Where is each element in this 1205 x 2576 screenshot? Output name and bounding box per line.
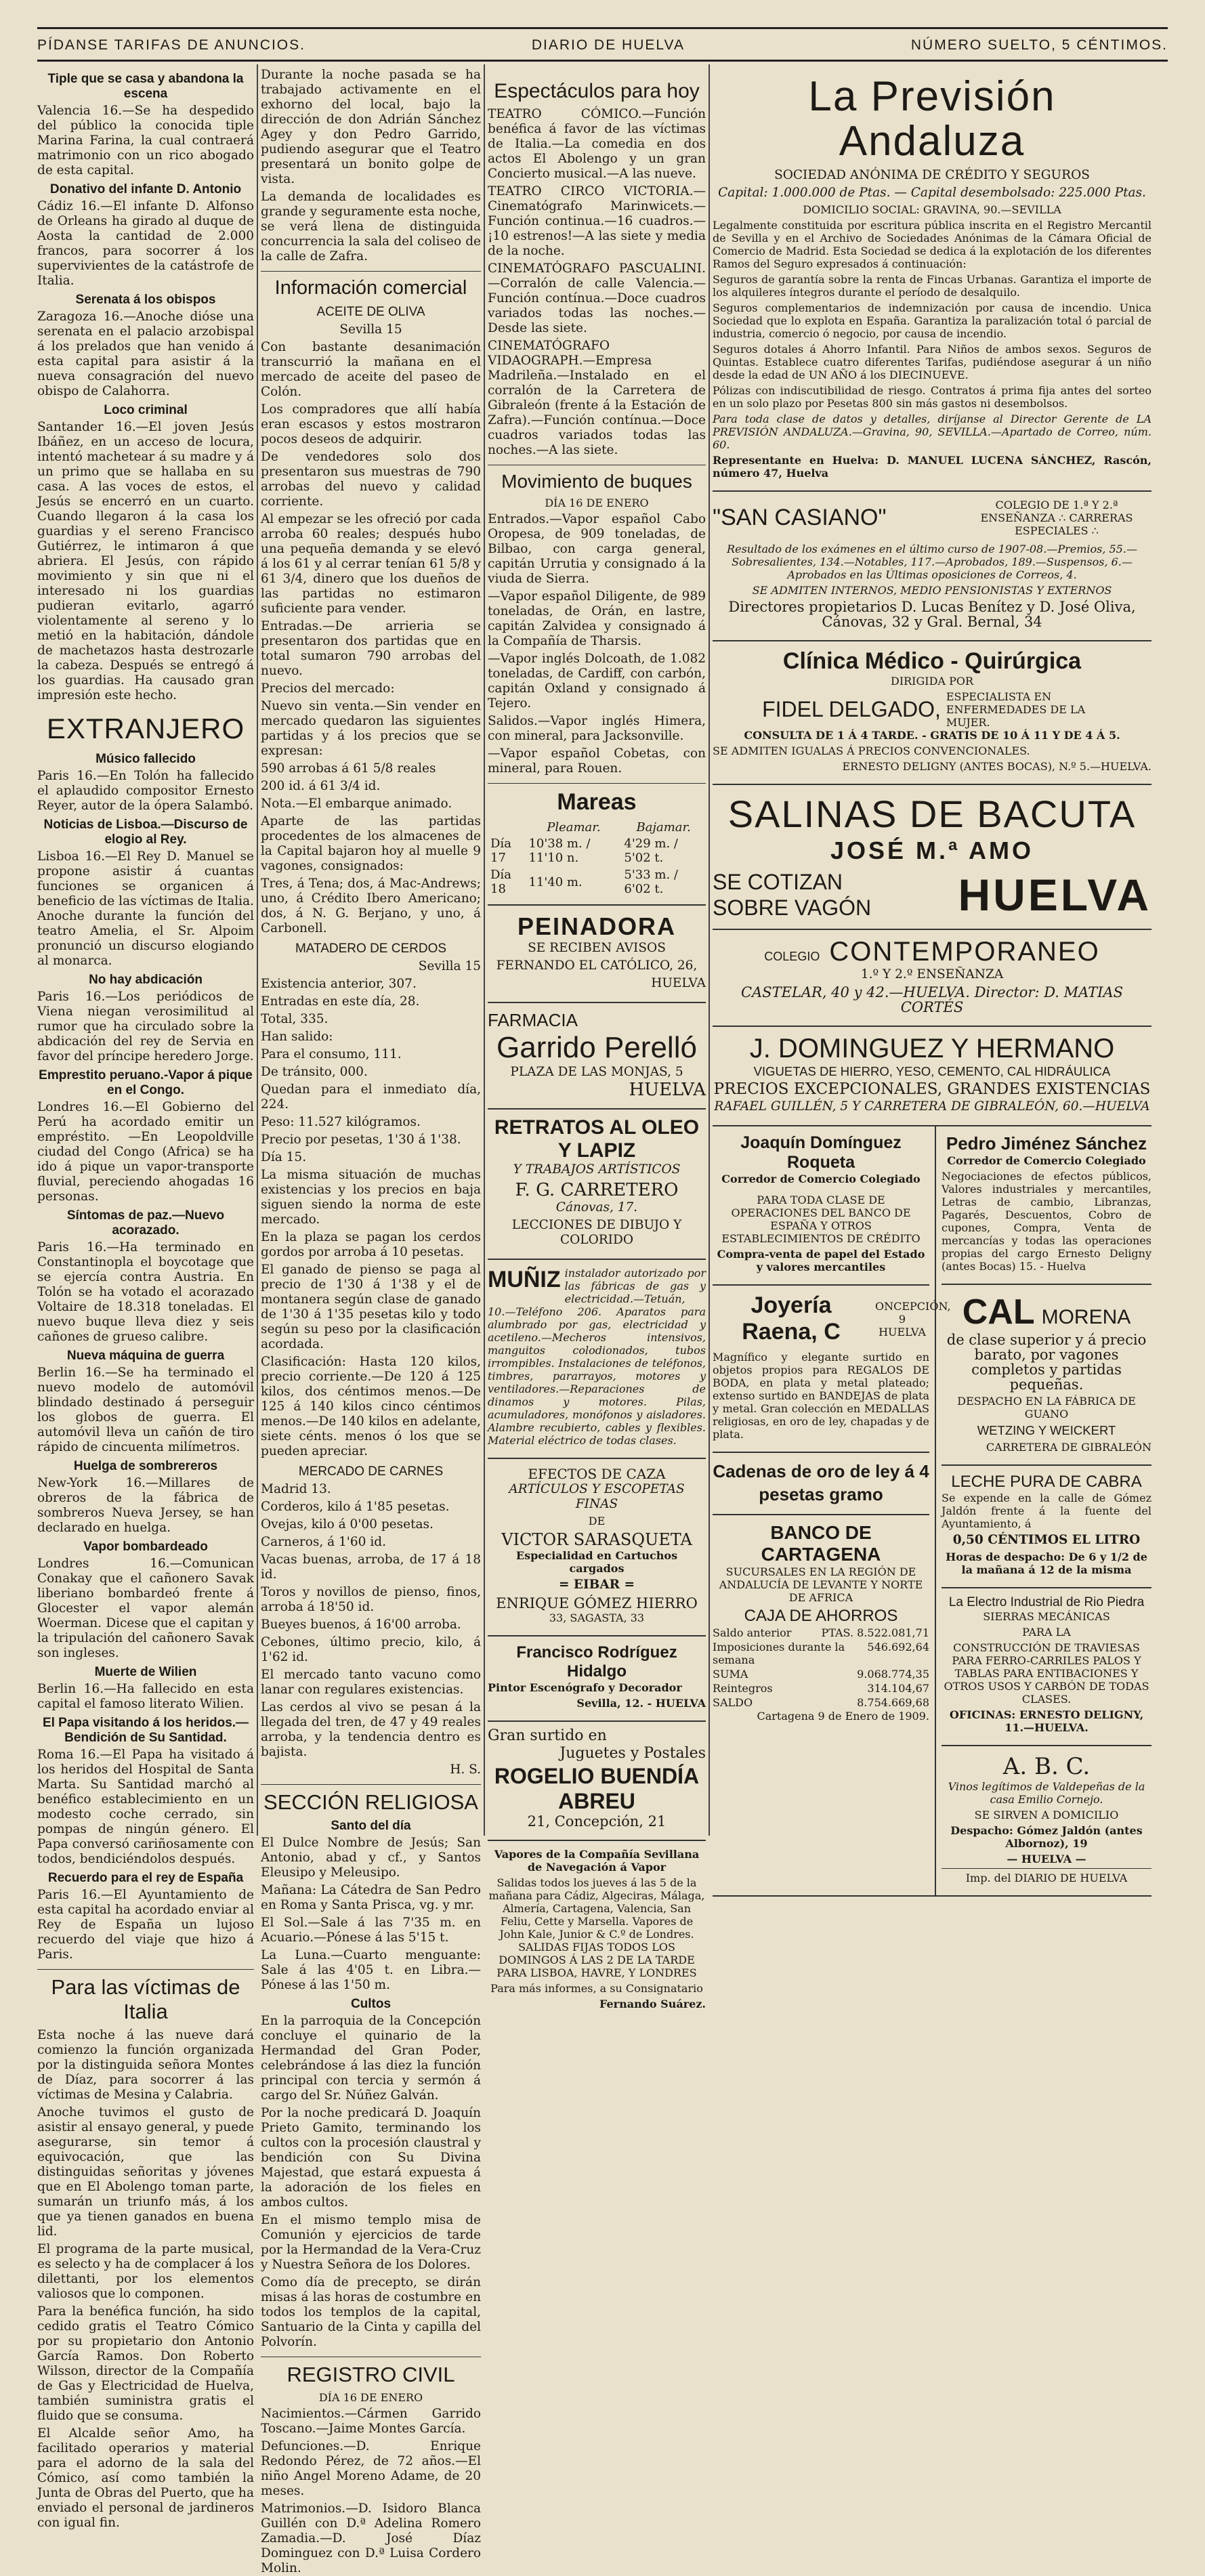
news-headline: Síntomas de paz.—Nuevo acorazado. bbox=[66, 1208, 225, 1238]
joyeria-num: ONCEPCIÓN, 9 HUELVA bbox=[875, 1299, 951, 1338]
paragraph: La misma situación de muchas existencias y los precios en baja siguen siendo la norma de este mercado. bbox=[261, 1168, 481, 1227]
banco-row bbox=[713, 1626, 929, 1640]
italia-title: Para las víctimas de Italia bbox=[37, 1969, 254, 2024]
news-headline: Serenata á los obispos bbox=[75, 293, 216, 307]
paragraph: Nota.—El embarque animado. bbox=[261, 797, 452, 811]
banco-title: BANCO DE CARTAGENA bbox=[761, 1522, 881, 1565]
comercial-title: Información comercial bbox=[261, 271, 481, 299]
right-subcolumn bbox=[936, 1126, 1151, 1895]
paragraph: De vendedores solo dos presentaron sus muestras de 790 arrobas del nuevo y calidad corriente. bbox=[261, 450, 481, 509]
prevision-ad bbox=[713, 68, 1151, 492]
jimenez-sub: Corredor de Comercio Colegiado bbox=[947, 1154, 1146, 1167]
caza-ad bbox=[488, 1459, 706, 1637]
paragraph: Nacimientos.—Cármen Garrido Toscano.—Jaime Montes García. bbox=[261, 2407, 481, 2436]
caza-addr: 33, SAGASTA, 33 bbox=[549, 1611, 645, 1624]
news-headline: El Papa visitando á los heridos.—Bendición de Su Santidad. bbox=[42, 1716, 249, 1745]
paragraph: Bueyes buenos, á 16'00 arroba. bbox=[261, 1618, 461, 1632]
banco-label: SUMA bbox=[713, 1668, 748, 1681]
banco-value: PTAS. 8.522.081,71 bbox=[821, 1626, 929, 1639]
buendia-name: ROGELIO BUENDÍA ABREU bbox=[494, 1764, 700, 1813]
leche-title: LECHE PURA DE CABRA bbox=[951, 1473, 1142, 1491]
paragraph: Precios del mercado: bbox=[261, 681, 395, 696]
banco-label: Reintegros bbox=[713, 1682, 773, 1695]
paragraph: Ovejas, kilo á 0'00 pesetas. bbox=[261, 1517, 434, 1532]
carnes-text bbox=[261, 1500, 481, 1760]
paragraph: El Sol.—Sale á las 7'35 m. en Acuario.—Pónese á las 5'15 t. bbox=[261, 1916, 481, 1945]
paragraph: Tres, á Tena; dos, á Mac-Andrews; uno, á Crédito Ibero Americano; dos, á N. G. Berjano, y uno, á Carbonell. bbox=[261, 877, 481, 935]
cal-addr: CARRETERA DE GIBRALEÓN bbox=[986, 1441, 1151, 1454]
jimenez-text: Negociaciones de efectos públicos, Valores industriales y mercantiles, Letras de cambio, Libranzas, Pagarés, Descuentos, Cobro de cupones, Compra, Venta de mercancías y todas las operaciones propias del cargo Ernesto Deligny (antes Bocas) 15. - Huelva bbox=[942, 1170, 1151, 1273]
cal-name: MORENA bbox=[1041, 1306, 1131, 1328]
prevision-domicilio: DOMICILIO SOCIAL: GRAVINA, 90.—SEVILLA bbox=[803, 203, 1061, 216]
prevision-sub: SOCIEDAD ANÓNIMA DE CRÉDITO Y SEGUROS bbox=[774, 168, 1090, 182]
prevision-text1: Legalmente constituida por escritura pública inscrita en el Registro Mercantil de Sevilla y en el Archivo de Sociedades Anónimas de la Cámara Oficial de Comercio de Madrid. Esta Sociedad se dedica á la explotación de los diferentes Ramos del Seguro expresados á continuación: bbox=[713, 219, 1151, 270]
cultos-head: Cultos bbox=[350, 1997, 392, 2011]
aceite-place: Sevilla 15 bbox=[339, 322, 402, 337]
italia-article bbox=[37, 2028, 254, 2531]
banco-label: Imposiciones durante la semana bbox=[713, 1641, 845, 1666]
electro-title: La Electro Industrial de Rio Piedra bbox=[948, 1595, 1145, 1609]
paragraph: Durante la noche pasada se ha trabajado activamente en el exhorno del local, bajo la dirección de don Adrián Sánchez Agey y don Pedro Garrido, pudiendo asegurar que el Teatro presentará un bonito golpe de vista. bbox=[261, 68, 481, 186]
news-body: Paris 16.—El Ayuntamiento de esta capital ha acordado enviar al Rey de España un lujoso recuerdo del viaje que hizo á Paris. bbox=[37, 1888, 254, 1962]
masthead-right: NÚMERO SUELTO, 5 CÉNTIMOS. bbox=[910, 37, 1168, 53]
banco-ad bbox=[713, 1515, 929, 1733]
salinas-city: HUELVA bbox=[958, 870, 1151, 920]
buendia-ad bbox=[488, 1722, 706, 1841]
paragraph: Peso: 11.527 kilógramos. bbox=[261, 1115, 421, 1129]
colegio-sub: 1.º Y 2.º ENSEÑANZA bbox=[860, 967, 1004, 981]
casiano-title: "SAN CASIANO" bbox=[713, 505, 887, 530]
top-rule bbox=[37, 27, 1168, 29]
news-body: Valencia 16.—Se ha despedido del público la conocida tiple Marina Farina, la cual contraerá matrimonio con un rico abogado de esta capital. bbox=[37, 104, 254, 177]
news-headline: Músico fallecido bbox=[96, 752, 196, 766]
banco-row bbox=[713, 1667, 929, 1681]
masthead-center: DIARIO DE HUELVA bbox=[531, 37, 685, 53]
casiano-right: COLEGIO DE 1.ª Y 2.ª ENSEÑANZA ∴ CARRERAS ESPECIALES ∴ bbox=[980, 499, 1133, 537]
leche-hours: Horas de despacho: De 6 y 1/2 de la mañana á 12 de la misma bbox=[946, 1550, 1147, 1576]
news-body: Berlin 16.—Se ha terminado el nuevo modelo de automóvil blindado destinado á perseguir los globos de guerra. El automóvil lleva un cañón de tiro rápido de cincuenta milímetros. bbox=[37, 1366, 254, 1454]
registro-text bbox=[261, 2407, 481, 2576]
caza-city: = EIBAR = bbox=[558, 1578, 635, 1592]
news-headline: Muerte de Wilien bbox=[94, 1665, 197, 1679]
salinas-title: SALINAS DE BACUTA bbox=[727, 793, 1137, 835]
espectaculo-item: CINEMATÓGRAFO PASCUALINI.—Corralón de calle Valencia.—Función contínua.—Doce cuadros variados todas las noches.—Desde las siete. bbox=[488, 261, 706, 335]
news-body: Roma 16.—El Papa ha visitado á los heridos del Hospital de Santa Marta. Su Santidad marchó al benéfico establecimiento en un modesto coche cerrado, sin pompas de ningún género. El Papa conversó cariñosamente con todos, bendiciéndolos después. bbox=[37, 1748, 254, 1866]
retratos-sub: Y TRABAJOS ARTÍSTICOS bbox=[513, 1162, 681, 1177]
paragraph: Defunciones.—D. Enrique Redondo Pérez, de 72 años.—El niño Angel Moreno Adame, de 20 meses. bbox=[261, 2439, 481, 2498]
hidalgo-ad bbox=[488, 1637, 706, 1722]
cadenas-text: Cadenas de oro de ley á 4 pesetas gramo bbox=[713, 1461, 929, 1504]
banco-row bbox=[713, 1640, 929, 1667]
peinadora-city: HUELVA bbox=[651, 976, 706, 990]
cadenas-ad bbox=[713, 1453, 929, 1515]
peinadora-text: SE RECIBEN AVISOS bbox=[528, 941, 666, 955]
paragraph: Nuevo sin venta.—Sin vender en mercado quedaron las siguientes partidas y á los precios que se expresan: bbox=[261, 699, 481, 758]
news-body: Lisboa 16.—El Rey D. Manuel se propone asistir á cuantas funciones se organicen á beneficio de las víctimas de Italia. Anoche durante la función del teatro Amelia, el Sr. Alpoim pronunció un discurso elogiando al monarca. bbox=[37, 849, 254, 968]
casiano-dir: Directores propietarios D. Lucas Benítez y D. José Oliva, Cánovas, 32 y Gral. Bernal, 34 bbox=[728, 599, 1136, 630]
salinas-text2: SOBRE VAGÓN bbox=[713, 895, 872, 920]
vapores-title: Vapores de la Compañía Sevillana de Navegación á Vapor bbox=[494, 1848, 700, 1874]
banco-row bbox=[713, 1681, 929, 1695]
news-body: Berlin 16.—Ha fallecido en esta capital el famoso literato Wilien. bbox=[37, 1682, 254, 1711]
column-4 bbox=[713, 68, 1151, 1884]
news-headline: Emprestito peruano.-Vapor á pique en el Congo. bbox=[39, 1068, 253, 1097]
buque-item: —Vapor español Diligente, de 989 toneladas, de Orán, en lastre, capitán Zalvidea y consignado á la Compañía de Tharsis. bbox=[488, 589, 706, 648]
paragraph: Corderos, kilo á 1'85 pesetas. bbox=[261, 1500, 450, 1514]
paragraph: Los compradores que allí había eran escasos y estos mostraron pocos deseos de adquirir. bbox=[261, 402, 481, 446]
electro-para: PARA LA bbox=[1022, 1626, 1071, 1639]
masthead-rule bbox=[37, 60, 1168, 62]
jimenez-ad bbox=[942, 1126, 1151, 1285]
prevision-items bbox=[713, 273, 1151, 410]
clinica-name: FIDEL DELGADO, bbox=[762, 697, 941, 721]
clinica-title: Clínica Médico - Quirúrgica bbox=[782, 648, 1082, 674]
mareas-cell: 10'38 m. / 11'10 n. bbox=[528, 837, 591, 865]
espectaculos-title: Espectáculos para hoy bbox=[494, 80, 700, 102]
news-headline: Vapor bombardeado bbox=[83, 1540, 208, 1554]
paragraph: El mercado tanto vacuno como lanar con regulares existencias. bbox=[261, 1668, 481, 1697]
buque-item: Salidos.—Vapor inglés Himera, con mineral, para Jacksonville. bbox=[488, 714, 706, 743]
banco-label: SALDO bbox=[713, 1696, 753, 1709]
paragraph: En la parroquia de la Concepción concluye el quinario de la Hermandad del Gran Poder, celebrándose á las diez la función principal con tercia y sermón á cargo del Sr. Núñez Galván. bbox=[261, 2014, 481, 2103]
salinas-text1: SE COTIZAN bbox=[713, 870, 843, 894]
paragraph: Precio por pesetas, 1'30 á 1'38. bbox=[261, 1133, 461, 1147]
roqueta-sub: Corredor de Comercio Colegiado bbox=[721, 1173, 921, 1185]
paragraph: En la plaza se pagan los cerdos gordos por arroba á 10 pesetas. bbox=[261, 1230, 481, 1259]
banco-sub: SUCURSALES EN LA REGIÓN DE ANDALUCÍA DE LEVANTE Y NORTE DE AFRICA bbox=[719, 1565, 923, 1604]
peinadora-title: PEINADORA bbox=[517, 912, 677, 940]
news-body: Londres 16.—El Gobierno del Perú ha acordado emitir un empréstito. —En Leopoldville ciudad del Congo (Africa) se ha ido á pique un vapor-transporte fluvial, pereciendo ahogadas 16 personas. bbox=[37, 1100, 254, 1204]
clinica-ad bbox=[713, 641, 1151, 785]
buendia-addr: 21, Concepción, 21 bbox=[527, 1813, 667, 1830]
paragraph: Toros y novillos de pienso, finos, arroba á 18'50 id. bbox=[261, 1585, 481, 1614]
abc-city: — HUELVA — bbox=[1007, 1853, 1086, 1865]
roqueta-ad bbox=[713, 1126, 929, 1286]
registro-date: DÍA 16 DE ENERO bbox=[318, 2391, 423, 2404]
paragraph: 200 id. á 61 3/4 id. bbox=[261, 779, 381, 793]
hidalgo-name: Francisco Rodríguez Hidalgo bbox=[516, 1643, 677, 1681]
buques-list bbox=[488, 512, 706, 776]
espectaculo-item: CINEMATÓGRAFO VIDAOGRAPH.—Empresa Madrileña.—Instalado en el corralón de la Carretera de Gibraleón (frente á la Estación de Zafra).—Función contínua.—Doce cuadros variados todas las noches.—A las siete. bbox=[488, 339, 706, 457]
electro-text: CONSTRUCCIÓN DE TRAVIESAS PARA FERRO-CARRILES PALOS Y TABLAS PARA ENTIBACIONES Y OTROS USOS Y CARBÓN DE TODAS CLASES. bbox=[944, 1641, 1149, 1706]
farmacia-addr: PLAZA DE LAS MONJAS, 5 bbox=[510, 1065, 683, 1079]
clinica-addr: ERNESTO DELIGNY (ANTES BOCAS), N.º 5.—HUELVA. bbox=[842, 760, 1151, 773]
retratos-lessons: LECCIONES DE DIBUJO Y COLORIDO bbox=[511, 1218, 682, 1247]
column-2 bbox=[261, 68, 481, 2575]
farmacia-city: HUELVA bbox=[629, 1080, 706, 1100]
aceite-text bbox=[261, 340, 481, 936]
masthead-left: PÍDANSE TARIFAS DE ANUNCIOS. bbox=[37, 37, 305, 53]
peinadora-ad bbox=[488, 904, 706, 1003]
paragraph: El Alcalde señor Amo, ha facilitado operarios y material para el adorno de la sala del Cómico, así como también la Junta de Obras del Puerto, que ha enviado el personal de jardineros con igual fin. bbox=[37, 2426, 254, 2530]
paragraph: Como día de precepto, se dirán misas á las horas de costumbre en todos los templos de la capital, Santuario de la Cinta y capilla del Polvorín. bbox=[261, 2275, 481, 2349]
paragraph: Total, 335. bbox=[261, 1012, 329, 1026]
paragraph: Cebones, último precio, kilo, á 1'62 id. bbox=[261, 1635, 481, 1664]
casiano-text: Resultado de los exámenes en el último curso de 1907-08.—Premios, 55.—Sobresalientes, 134.—Notables, 117.—Aprobados, 189.—Suspensos, 6.—Aprobados en las Últimas oposiciones de Correos, 4. bbox=[727, 543, 1137, 581]
salinas-ad bbox=[713, 785, 1151, 930]
mareas-cell: Día 18 bbox=[490, 868, 511, 896]
cal-text: de clase superior y á precio barato, por vagones completos y partidas pequeñas. bbox=[946, 1332, 1147, 1393]
cal-title: CAL bbox=[962, 1292, 1035, 1332]
mareas-cell: 4'29 m. / 5'02 t. bbox=[624, 837, 678, 865]
caza-de: DE bbox=[588, 1515, 606, 1527]
paragraph: Entradas.—De arrieria se presentaron dos partidas que en total sumaron 790 arrobas del nuevo. bbox=[261, 619, 481, 678]
abc-ad bbox=[942, 1746, 1151, 1895]
news-body: Paris 16.—En Tolón ha fallecido el aplaudido compositor Ernesto Reyer, autor de la ópera Salambó. bbox=[37, 769, 254, 813]
paragraph: Por la noche predicará D. Joaquín Prieto Gamito, terminando los cultos con la procesión claustral y bendición con Su Divina Majestad, que estará expuesta á la adoración de los fieles en ambos cultos. bbox=[261, 2106, 481, 2210]
dominguez-title: J. DOMINGUEZ Y HERMANO bbox=[749, 1034, 1115, 1063]
leche-price: 0,50 CÉNTIMOS EL LITRO bbox=[952, 1533, 1141, 1547]
joyeria-ad bbox=[713, 1286, 951, 1453]
dominguez-addr: RAFAEL GUILLÉN, 5 Y CARRETERA DE GIBRALEÓN, 60.—HUELVA bbox=[714, 1099, 1150, 1114]
imprenta: Imp. del DIARIO DE HUELVA bbox=[942, 1868, 1151, 1884]
paragraph: El programa de la parte musical, es selecto y ha de complacer á los dilettanti, por los elementos valiosos que lo componen. bbox=[37, 2242, 254, 2301]
mareas-col: Bajamar. bbox=[636, 820, 691, 835]
banco-caja: CAJA DE AHORROS bbox=[744, 1607, 898, 1625]
prevision-title: La Previsión Andaluza bbox=[808, 73, 1056, 165]
caza-especial: Especialidad en Cartuchos cargados bbox=[515, 1549, 678, 1575]
paragraph: Mañana: La Cátedra de San Pedro en Roma y Santa Prisca, vg. y mr. bbox=[261, 1883, 481, 1912]
colegio-label: COLEGIO bbox=[764, 950, 820, 963]
caza-agent: ENRIQUE GÓMEZ HIERRO bbox=[496, 1595, 698, 1611]
carnes-place: Madrid 13. bbox=[261, 1482, 331, 1496]
mareas-col bbox=[488, 820, 526, 835]
espectaculo-item: TEATRO CIRCO VICTORIA.—Cinematógrafo Marinwicets.—Función continua.—16 cuadros.—¡10 estrenos!—A las siete y media de la noche. bbox=[488, 184, 706, 258]
muniz-text: instalador autorizado por las fábricas de gas y electricidad.—Tetuán, 10.—Teléfono 206. Aparatos para alumbrado por gas, electricidad y acetileno.—Mecheros intensivos, manguitos colodionados, tubos irrompibles. Instalaciones de teléfonos, timbres, pararrayos, motores y ventiladores.—Reparaciones de dinamos y motores. Pilas, acumuladores, monófonos y aisladores. Alambre recubierto, cables y flexibles. Material eléctrico de todas clases. bbox=[488, 1267, 706, 1447]
news-body: New-York 16.—Millares de obreros de la fábrica de sombreros Nueva Jersey, se han declarado en huelga. bbox=[37, 1476, 254, 1535]
jimenez-name: Pedro Jiménez Sánchez bbox=[946, 1133, 1147, 1154]
news-body: Santander 16.—El joven Jesús Ibáñez, en un acceso de locura, intentó machetear á su madre y á un primo que se hallaba en su casa. A las voces de estos, el Jesús se encerró en un cuarto. Cuando llegaron á la casa los guardias y el sereno Francisco Gutiérrez, le intimaron á que abriera. El Jesús, con rápido movimiento y sin que ni el interesado ni los guardias pudieran evitarlo, agarró violentamente al sereno y lo metió en la habitación, dándole de machetazos hasta destrozarle la cabeza. Después se entregó á los guardias. Ha causado gran impresión este hecho. bbox=[37, 420, 254, 702]
banco-date: Cartagena 9 de Enero de 1909. bbox=[757, 1710, 929, 1723]
paragraph: Para la benéfica función, ha sido cedido gratis el Teatro Cómico por su propietario don Antonio García Ramos. Don Roberto Wilsson, director de la Compañía de Gas y Electricidad de Huelva, también suministra gratis el fluido que se consuma. bbox=[37, 2304, 254, 2423]
espectaculo-item: TEATRO CÓMICO.—Función benéfica á favor de las víctimas de Italia.—La comedia en dos actos El Abolengo y un gran Concierto musical.—A las nueve. bbox=[488, 107, 706, 181]
paragraph: La Luna.—Cuarto menguante: Sale á las 4'05 t. en Libra.—Pónese á las 1'50 m. bbox=[261, 1948, 481, 1992]
cultos-text bbox=[261, 2014, 481, 2350]
cal-despacho: DESPACHO EN LA FÁBRICA DE GUANO bbox=[957, 1395, 1136, 1420]
roqueta-text: PARA TODA CLASE DE OPERACIONES DEL BANCO DE ESPAÑA Y OTROS ESTABLECIMIENTOS DE CRÉDITO bbox=[721, 1194, 921, 1245]
buque-item: —Vapor inglés Dolcoath, de 1.082 toneladas, de Cardiff, con carbón, capitán Oxland y consignado á Tejero. bbox=[488, 652, 706, 711]
mareas-title: Mareas bbox=[488, 783, 706, 816]
carnes-title: MERCADO DE CARNES bbox=[298, 1464, 444, 1479]
retratos-title: RETRATOS AL OLEO Y LAPIZ bbox=[494, 1116, 700, 1162]
farmacia-ad bbox=[488, 1003, 706, 1110]
banco-value: 8.754.669,68 bbox=[857, 1696, 929, 1709]
column-3 bbox=[488, 68, 706, 2010]
buques-date: DÍA 16 DE ENERO bbox=[545, 497, 649, 509]
retratos-addr: Cánovas, 17. bbox=[555, 1200, 638, 1215]
news-headline: Huelga de sombrereros bbox=[73, 1459, 218, 1473]
paragraph: 590 arrobas á 61 5/8 reales bbox=[261, 761, 436, 776]
banco-row bbox=[713, 1695, 929, 1710]
signature: H. S. bbox=[450, 1762, 481, 1777]
electro-addr: OFICINAS: ERNESTO DELIGNY, 11.—HUELVA. bbox=[949, 1708, 1144, 1734]
mareas-table bbox=[488, 820, 706, 898]
roqueta-papel: Compra-venta de papel del Estado y valores mercantiles bbox=[717, 1248, 925, 1273]
vapores-info: Para más informes, a su Consignatario bbox=[490, 1982, 703, 1995]
clinica-spec: ESPECIALISTA EN ENFERMEDADES DE LA MUJER. bbox=[946, 690, 1086, 729]
casiano-ad bbox=[713, 492, 1151, 641]
prevision-item: Pólizas con indiscutibilidad de riesgo. Contratos á prima fija antes del sorteo en un solo plazo por Pesetas 800 sin más gastos ni desembolsos. bbox=[713, 384, 1151, 410]
mareas-cell: Día 17 bbox=[490, 837, 511, 865]
hidalgo-sub: Pintor Escenógrafo y Decorador bbox=[488, 1681, 682, 1694]
vapores-agent: Fernando Suárez. bbox=[599, 1998, 706, 2010]
paragraph: Existencia anterior, 307. bbox=[261, 977, 417, 991]
mareas-row bbox=[488, 835, 706, 866]
cerdos-text bbox=[261, 977, 481, 1459]
colegio-addr: CASTELAR, 40 y 42.—HUELVA. Director: D. MATIAS CORTÉS bbox=[740, 984, 1124, 1015]
news-headline: Nueva máquina de guerra bbox=[66, 1349, 225, 1363]
cal-firm: WETZING Y WEICKERT bbox=[977, 1423, 1116, 1437]
prevision-capital: Capital: 1.000.000 de Ptas. — Capital desembolsado: 225.000 Ptas. bbox=[718, 186, 1146, 200]
muniz-name: MUÑIZ bbox=[488, 1267, 561, 1292]
masthead bbox=[37, 33, 1168, 58]
buque-item: Entrados.—Vapor español Cabo Oropesa, de 909 toneladas, de Bilbao, con carga general, capitán Urrutia y consignado á la viuda de Sierra. bbox=[488, 512, 706, 586]
clinica-hours: CONSULTA DE 1 Á 4 TARDE. - GRATIS DE 10 Á 11 Y DE 4 Á 5. bbox=[744, 729, 1120, 742]
banco-table bbox=[713, 1626, 929, 1710]
paragraph: Al empezar se les ofreció por cada arroba 60 reales; después hubo una pequeña demanda y se elevó á los 61 y al cerrar tenían 61 5/8 y 61 3/4, dinero que los dueños de las partidas no estimaron suficiente para vender. bbox=[261, 512, 481, 616]
vapores-text: Salidas todos los jueves á las 5 de la mañana para Cádiz, Algeciras, Málaga, Almería, Cartagena, Valencia, San Feliu, Cette y Marsella. Vapores de John Kale, Junior & C.º de Londres. SALIDAS FIJAS TODOS LOS DOMINGOS Á LAS 2 DE LA TARDE PARA LISBOA, HAVRE, Y LONDRES bbox=[488, 1876, 705, 1979]
news-headline: Loco criminal bbox=[104, 403, 188, 417]
cerdos-place: Sevilla 15 bbox=[418, 959, 481, 973]
news-headline: Tiple que se casa y abandona la escena bbox=[47, 72, 244, 101]
prevision-item: Seguros dotales á Ahorro Infantil. Para Niños de ambos sexos. Seguros de Quintas. Establece cuatro diferentes Tarifas, pudiéndose asegurar á un niño desde la edad de UN AÑO á los DIECINUEVE. bbox=[713, 343, 1151, 381]
farmacia-title: FARMACIA bbox=[488, 1010, 578, 1030]
caza-title: EFECTOS DE CAZA bbox=[528, 1466, 666, 1482]
banco-label: Saldo anterior bbox=[713, 1626, 792, 1639]
paragraph: En el mismo templo misa de Comunión y ejercicios de tarde por la Hermandad de la Vera-Cruz y Nuestra Señora de los Dolores. bbox=[261, 2213, 481, 2272]
mareas-cell: 5'33 m. / 6'02 t. bbox=[624, 868, 678, 896]
news-body: Paris 16.—Ha terminado en Constantinopla el boycotage que se ejercía contra Austria. En Tolón se ha votado el acorazado Voltaire de 18.318 toneladas. El nuevo buque lleva diez y seis cañones de grueso calibre. bbox=[37, 1240, 254, 1344]
caza-name: VICTOR SARASQUETA bbox=[501, 1530, 692, 1549]
muniz-ad bbox=[488, 1260, 706, 1459]
news-body: Londres 16.—Comunican Conakay que el cañonero Savak liberiano bombardeó frente á Glocester el vapor alemán Woerman. Dicese que el capitan y la tripulación del cañonero Savak son ingleses. bbox=[37, 1557, 254, 1660]
intro-text bbox=[261, 68, 481, 264]
foreign-news bbox=[37, 752, 254, 1962]
paragraph: Las cerdos al vivo se pesan á la llegada del tren, de 47 y 49 reales arroba, y la tendencia dentro es bajista. bbox=[261, 1700, 481, 1759]
column-1 bbox=[37, 68, 254, 2530]
news-headline: Recuerdo para el rey de España bbox=[47, 1871, 244, 1885]
news-body: Cádiz 16.—El infante D. Alfonso de Orleans ha girado al duque de Aosta la cantidad de 2.000 francos, para socorrer á los supervivientes de la catástrofe de Italia. bbox=[37, 199, 254, 288]
extranjero-title: EXTRANJERO bbox=[46, 713, 245, 744]
mareas-row bbox=[488, 866, 706, 898]
cal-ad bbox=[942, 1285, 1151, 1466]
prevision-rep: Representante en Huelva: D. MANUEL LUCENA SÁNCHEZ, Rascón, número 47, Huelva bbox=[713, 454, 1151, 480]
espectaculos-list bbox=[488, 107, 706, 458]
paragraph: Con bastante desanimación transcurrió la mañana en el mercado de aceite del paseo de Colón. bbox=[261, 340, 481, 399]
religiosa-title: SECCIÓN RELIGIOSA bbox=[261, 1784, 481, 1815]
news-body: Paris 16.—Los periódicos de Viena niegan verosimilitud al rumor que ha circulado sobre la abdicación del rey de Servia en favor del príncipe heredero Jorge. bbox=[37, 990, 254, 1063]
paragraph: Día 15. bbox=[261, 1150, 307, 1164]
colegio-name: CONTEMPORANEO bbox=[829, 937, 1100, 967]
banco-value: 9.068.774,35 bbox=[857, 1668, 929, 1681]
dominguez-sub: VIGUETAS DE HIERRO, YESO, CEMENTO, CAL HIDRÁULICA bbox=[753, 1064, 1111, 1078]
colegio-ad bbox=[713, 930, 1151, 1027]
abc-despacho: Despacho: Gómez Jaldón (antes Albornoz), 19 bbox=[950, 1824, 1143, 1850]
news-headline: No hay abdicación bbox=[89, 973, 203, 987]
news-headline: Noticias de Lisboa.—Discurso de elogio al Rey. bbox=[43, 818, 248, 847]
cerdos-title: MATADERO DE CERDOS bbox=[295, 942, 447, 956]
dominguez-prices: PRECIOS EXCEPCIONALES, GRANDES EXISTENCIAS bbox=[713, 1080, 1151, 1098]
salinas-owner: JOSÉ M.ª AMO bbox=[830, 837, 1034, 864]
dominguez-ad bbox=[713, 1027, 1151, 1126]
banco-value: 314.104,67 bbox=[867, 1682, 929, 1695]
paragraph: Vacas buenas, arroba, de 17 á 18 id. bbox=[261, 1553, 481, 1582]
news-body: Zaragoza 16.—Anoche dióse una serenata en el palacio arzobispal á los prelados que han venido á esta capital para asistir á la nueva consagración del nuevo obispo de Calahorra. bbox=[37, 310, 254, 398]
clinica-sub: DIRIGIDA POR bbox=[890, 675, 973, 688]
mareas-col: Pleamar. bbox=[547, 820, 601, 835]
paragraph: El Dulce Nombre de Jesús; San Antonio, abad y cf., y Santos Eleusipo y Meleusipo. bbox=[261, 1836, 481, 1880]
prevision-item: Seguros de garantía sobre la renta de Fincas Urbanas. Garantiza el importe de los alquileres íntegros durante el período de desalquilo. bbox=[713, 273, 1151, 299]
news-headline: Donativo del infante D. Antonio bbox=[49, 182, 242, 196]
juguetes-1: Gran surtido en bbox=[488, 1727, 607, 1744]
paragraph: Entradas en este día, 28. bbox=[261, 994, 420, 1009]
paragraph: La demanda de localidades es grande y seguramente esta noche, se verá llena de distinguida concurrencia la sala del coliseo de la calle de Zafra. bbox=[261, 190, 481, 263]
juguetes-2: Juguetes y Postales bbox=[559, 1745, 706, 1762]
retratos-ad bbox=[488, 1110, 706, 1260]
hidalgo-addr: Sevilla, 12. - HUELVA bbox=[576, 1697, 706, 1710]
leche-ad bbox=[942, 1466, 1151, 1588]
clinica-iguala: SE ADMITEN IGUALAS Á PRECIOS CONVENCIONALES. bbox=[713, 744, 1030, 757]
national-news bbox=[37, 72, 254, 703]
paragraph: Anoche tuvimos el gusto de asistir al ensayo general, y puede asegurarse, sin temor á equivocación, que las distinguidas señoritas y jóvenes que en El Abolengo toman parte, sumarán un triunfo más, á los que ya tienen ganados en buena lid. bbox=[37, 2105, 254, 2239]
mareas-cell: 11'40 m. bbox=[528, 874, 583, 889]
buques-title: Movimiento de buques bbox=[488, 465, 706, 492]
column-divider bbox=[709, 64, 710, 1836]
prevision-item: Seguros complementarios de indemnización por causa de incendio. Unica Sociedad que lo explota en España. Garantiza la paralización total ó parcial de industria, comercio ó negocio, por causa de incendio. bbox=[713, 301, 1151, 340]
abc-servir: SE SIRVEN A DOMICILIO bbox=[974, 1809, 1119, 1821]
prevision-contact: Para toda clase de datos y detalles, diríjanse al Director Gerente de LA PREVISIÓN ANDALUZA.—Gravina, 90, SEVILLA.—Apartado de Correo, núm. 60. bbox=[713, 413, 1151, 451]
paragraph: El ganado de pienso se paga al precio de 1'30 á 1'38 y el de montanera según clase de ganado de 1'30 á 1'35 pesetas kilo y todo según su peso por la clasificación acordada. bbox=[261, 1263, 481, 1351]
joyeria-title: Joyería Raena, C bbox=[742, 1292, 841, 1345]
vapores-ad bbox=[488, 1841, 706, 2021]
banco-value: 546.692,64 bbox=[867, 1641, 929, 1653]
retratos-name: F. G. CARRETERO bbox=[515, 1180, 679, 1200]
peinadora-addr: FERNANDO EL CATÓLICO, 26, bbox=[496, 958, 698, 973]
paragraph: Clasificación: Hasta 120 kilos, precio corriente.—De 120 á 125 kilos, dos céntimos menos.—De 125 á 140 kilos cinco céntimos menos.—De 140 kilos en adelante, siete cénts. menos ó los que se pueden apreciar. bbox=[261, 1355, 481, 1458]
roqueta-name: Joaquín Domínguez Roqueta bbox=[740, 1133, 902, 1172]
paragraph: Para el consumo, 111. bbox=[261, 1047, 402, 1061]
buque-item: —Vapor español Cobetas, con mineral, para Rouen. bbox=[488, 746, 706, 776]
caza-sub: ARTÍCULOS Y ESCOPETAS FINAS bbox=[509, 1482, 685, 1511]
registro-title: REGISTRO CIVIL bbox=[261, 2357, 481, 2387]
paragraph: Han salido: bbox=[261, 1030, 333, 1044]
santo-text bbox=[261, 1836, 481, 1993]
casiano-admit: SE ADMITEN INTERNOS, MEDIO PENSIONISTAS Y EXTERNOS bbox=[752, 584, 1112, 597]
abc-text: Vinos legítimos de Valdepeñas de la casa Emilio Cornejo. bbox=[948, 1780, 1145, 1806]
electro-ad bbox=[942, 1588, 1151, 1746]
leche-text: Se expende en la calle de Gómez Jaldón frente á la fuente del Ayuntamiento, á bbox=[942, 1492, 1151, 1530]
farmacia-name: Garrido Perelló bbox=[496, 1031, 697, 1064]
aceite-title: ACEITE DE OLIVA bbox=[316, 305, 425, 319]
left-subcolumn bbox=[713, 1126, 951, 1895]
paragraph: Quedan para el inmediato día, 224. bbox=[261, 1082, 481, 1112]
paragraph: Carneros, á 1'60 id. bbox=[261, 1535, 386, 1549]
paragraph: Aparte de las partidas procedentes de los almacenes de la Capital bajaron hoy al muelle 9 vagones, consignados: bbox=[261, 814, 481, 873]
paragraph: De tránsito, 000. bbox=[261, 1065, 368, 1079]
paragraph: Esta noche á las nueve dará comienzo la función organizada por la distinguida señora Montes de Díaz, para socorrer á las víctimas de Mesina y Calabria. bbox=[37, 2028, 254, 2102]
santo-head: Santo del día bbox=[331, 1819, 411, 1833]
electro-sub: SIERRAS MECÁNICAS bbox=[983, 1610, 1110, 1623]
column-divider bbox=[257, 64, 258, 1836]
column-divider bbox=[484, 64, 485, 1836]
joyeria-text: Magnífico y elegante surtido en objetos propios para REGALOS DE BODA, en plata y metal plateado; extenso surtido en BANDEJAS de plata y metal. Gran colección en MEDALLAS religiosas, en oro de ley, chapadas y de plata. bbox=[713, 1351, 929, 1441]
paragraph: Matrimonios.—D. Isidoro Blanca Guillén con D.ª Adelina Romero Zamadia.—D. José Díaz Dominguez con D.ª Luisa Cordero Molin. bbox=[261, 2501, 481, 2575]
abc-title: A. B. C. bbox=[1002, 1753, 1091, 1780]
